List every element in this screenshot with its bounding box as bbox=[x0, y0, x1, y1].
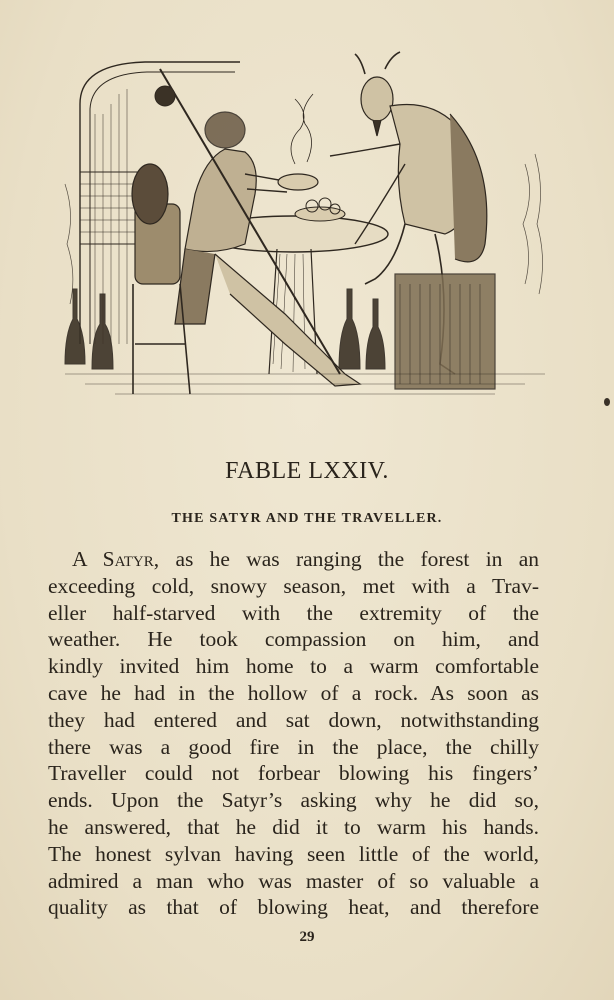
body-line: there was a good fire in the place, the chilly bbox=[48, 734, 539, 759]
body-line: Traveller could not forbear blowing his fingers’ bbox=[48, 761, 539, 786]
body-line: ends. Upon the Satyr’s asking why he did so, bbox=[48, 788, 539, 813]
body-line: quality as that of blowing heat, and therefore bbox=[48, 895, 539, 920]
body-line: kindly invited him home to a warm comfortable bbox=[48, 654, 539, 679]
fable-title: FABLE LXXIV. bbox=[225, 458, 389, 484]
fable-subtitle: THE SATYR AND THE TRAVELLER. bbox=[171, 511, 443, 526]
body-line: exceeding cold, snowy season, met with a Trav- bbox=[48, 573, 539, 598]
edge-mark bbox=[604, 398, 610, 406]
body-line: weather. He took compassion on him, and bbox=[48, 627, 539, 652]
opening-smallcaps: Satyr bbox=[102, 547, 154, 571]
page-number: 29 bbox=[299, 929, 315, 945]
body-line: admired a man who was master of so valuable a bbox=[48, 868, 539, 893]
fable-body bbox=[48, 546, 539, 921]
body-line: they had entered and sat down, notwithstanding bbox=[48, 707, 539, 732]
opening-word: A bbox=[72, 547, 87, 571]
body-line: he answered, that he did it to warm his hands. bbox=[48, 814, 539, 839]
body-line: cave he had in the hollow of a rock. As soon as bbox=[48, 680, 539, 705]
satyr-and-traveller-engraving bbox=[55, 44, 560, 406]
body-line: The honest sylvan having seen little of the world, bbox=[48, 841, 539, 866]
body-line: eller half-starved with the extremity of the bbox=[48, 600, 539, 625]
body-line: A Satyr, as he was ranging the forest in an bbox=[72, 547, 539, 571]
